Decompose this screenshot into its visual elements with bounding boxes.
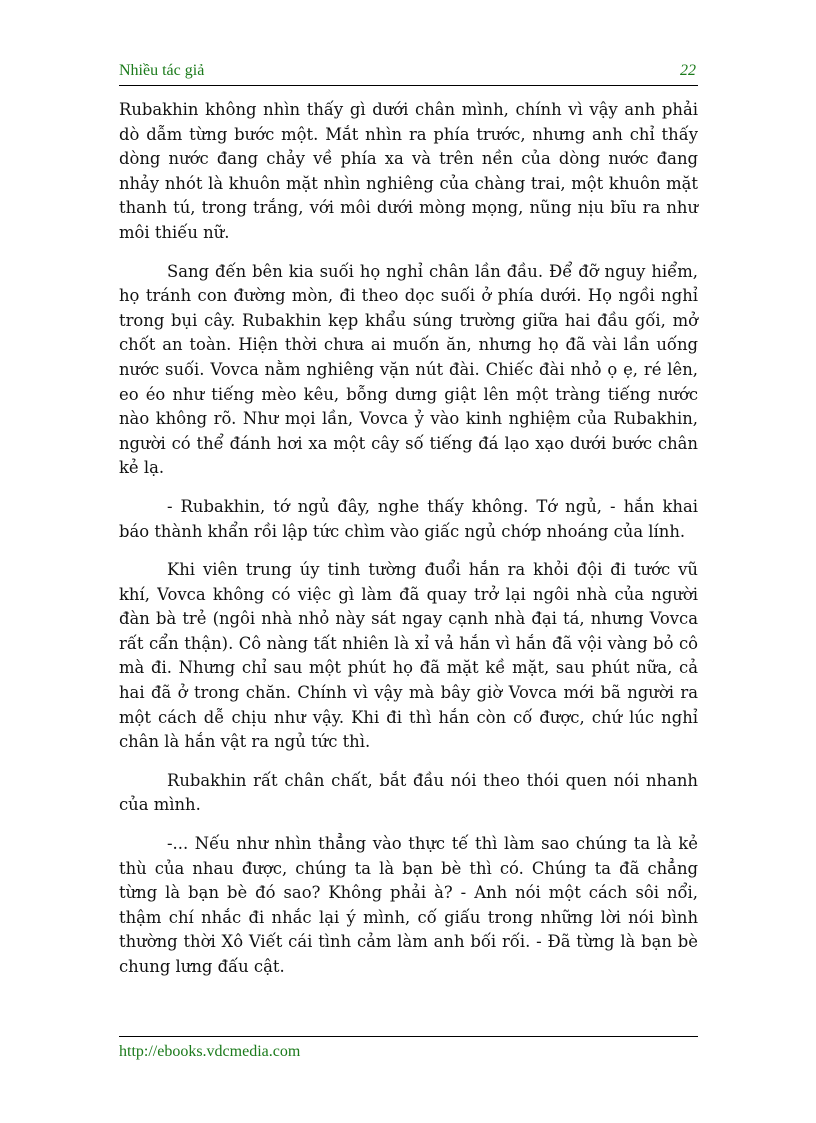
footer-link[interactable]: http://ebooks.vdcmedia.com <box>119 1043 301 1060</box>
page-header <box>119 62 698 84</box>
paragraph: Rubakhin rất chân chất, bắt đầu nói theo thói quen nói nhanh của mình. <box>119 770 698 815</box>
page-body <box>119 98 698 994</box>
footer-rule <box>119 1036 698 1037</box>
paragraph: - Rubakhin, tớ ngủ đây, nghe thấy không. Tớ ngủ, - hắn khai báo thành khẩn rồi lập tức chìm vào giấc ngủ chớp nhoáng của lính. <box>119 496 698 541</box>
page-number: 22 <box>680 62 696 79</box>
header-title: Nhiều tác giả <box>119 62 205 79</box>
paragraph: Khi viên trung úy tinh tường đuổi hắn ra khỏi đội đi tước vũ khí, Vovca không có việc gì làm đã quay trở lại ngôi nhà của người đàn bà trẻ (ngôi nhà nhỏ này sát ngay cạnh nhà đại tá, nhưng Vovca rất cẩn thận). Cô nàng tất nhiên là xỉ vả hắn vì hắn đã vội vàng bỏ cô mà đi. Nhưng chỉ sau một phút họ đã mặt kề mặt, sau phút nữa, cả hai đã ở trong chăn. Chính vì vậy mà bây giờ Vovca mới bã người ra một cách dễ chịu như vậy. Khi đi thì hắn còn cố được, chứ lúc nghỉ chân là hắn vật ra ngủ tức thì. <box>119 560 698 752</box>
paragraph: Rubakhin không nhìn thấy gì dưới chân mình, chính vì vậy anh phải dò dẫm từng bước một. Mắt nhìn ra phía trước, nhưng anh chỉ thấy dòng nước đang chảy về phía xa và trên nền của dòng nước đang nhảy nhót là khuôn mặt nhìn nghiêng của chàng trai, một khuôn mặt thanh tú, trong trắng, với môi dưới mòng mọng, nũng nịu bĩu ra như môi thiếu nữ. <box>119 100 698 242</box>
paragraph: Sang đến bên kia suối họ nghỉ chân lần đầu. Để đỡ nguy hiểm, họ tránh con đường mòn, đi theo dọc suối ở phía dưới. Họ ngồi nghỉ trong bụi cây. Rubakhin kẹp khẩu súng trường giữa hai đầu gối, mở chốt an toàn. Hiện thời chưa ai muốn ăn, nhưng họ đã vài lần uống nước suối. Vovca nằm nghiêng vặn nút đài. Chiếc đài nhỏ ọ ẹ, ré lên, eo éo như tiếng mèo kêu, bỗng dưng giật lên một tràng tiếng nước nào không rõ. Như mọi lần, Vovca ỷ vào kinh nghiệm của Rubakhin, người có thể đánh hơi xa một cây số tiếng đá lạo xạo dưới bước chân kẻ lạ. <box>119 261 698 478</box>
header-rule <box>119 85 698 86</box>
paragraph: -... Nếu như nhìn thẳng vào thực tế thì làm sao chúng ta là kẻ thù của nhau được, chúng ta là bạn bè thì có. Chúng ta đã chẳng từng là bạn bè đó sao? Không phải à? - Anh nói một cách sôi nổi, thậm chí nhắc đi nhắc lại ý mình, cố giấu trong những lời nói bình thường thời Xô Viết cái tình cảm làm anh bối rối. - Đã từng là bạn bè chung lưng đấu cật. <box>119 834 698 976</box>
